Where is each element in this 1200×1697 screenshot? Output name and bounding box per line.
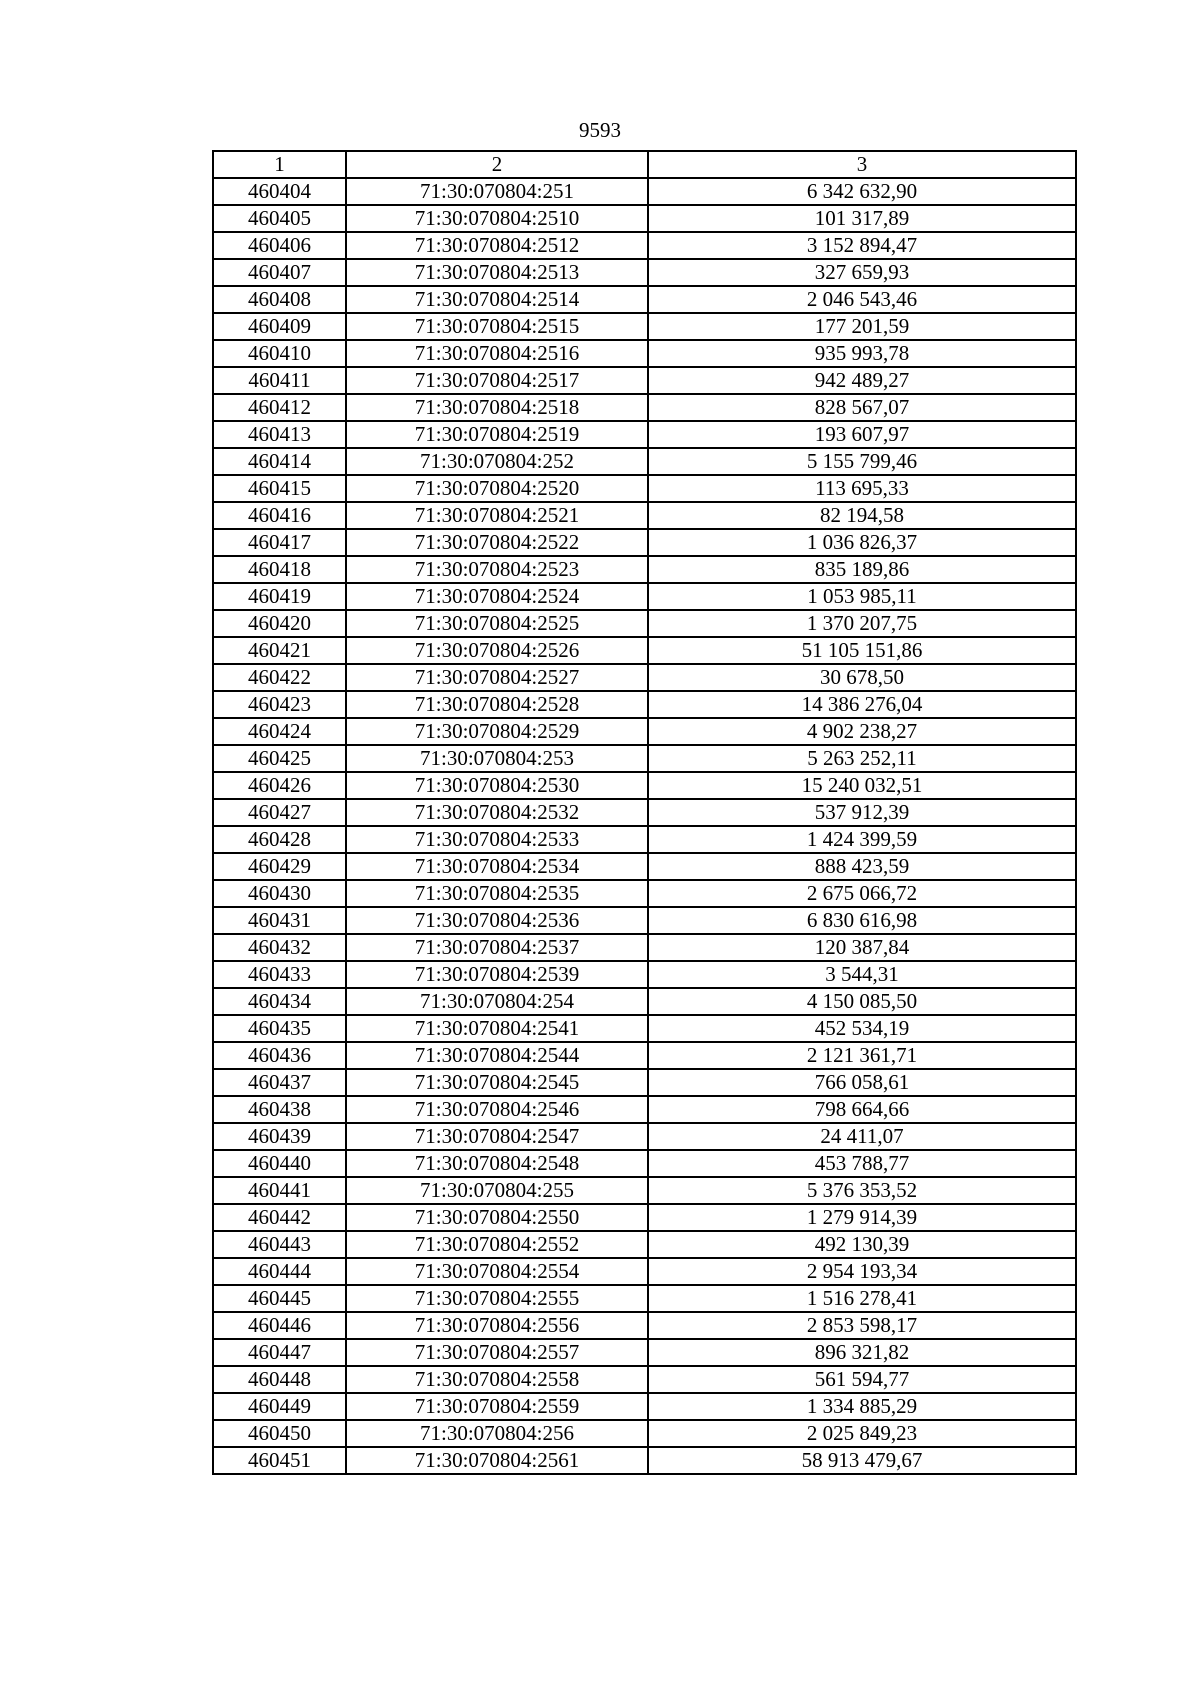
row-number-cell: 460451 [213, 1447, 346, 1474]
value-cell: 3 544,31 [648, 961, 1076, 988]
row-number-cell: 460428 [213, 826, 346, 853]
cadastral-number-cell: 71:30:070804:2547 [346, 1123, 648, 1150]
row-number-cell: 460413 [213, 421, 346, 448]
table-row [213, 799, 1076, 826]
row-number-cell: 460424 [213, 718, 346, 745]
value-cell: 58 913 479,67 [648, 1447, 1076, 1474]
table-body [213, 178, 1076, 1474]
cadastral-number-cell: 71:30:070804:2520 [346, 475, 648, 502]
header-cell-col-2: 2 [346, 151, 648, 178]
row-number-cell: 460414 [213, 448, 346, 475]
cadastral-number-cell: 71:30:070804:2539 [346, 961, 648, 988]
cadastral-number-cell: 71:30:070804:253 [346, 745, 648, 772]
table-header [213, 151, 1076, 178]
value-cell: 2 121 361,71 [648, 1042, 1076, 1069]
row-number-cell: 460405 [213, 205, 346, 232]
value-cell: 537 912,39 [648, 799, 1076, 826]
value-cell: 935 993,78 [648, 340, 1076, 367]
value-cell: 2 853 598,17 [648, 1312, 1076, 1339]
table-row [213, 1312, 1076, 1339]
table-row [213, 988, 1076, 1015]
row-number-cell: 460436 [213, 1042, 346, 1069]
cadastral-number-cell: 71:30:070804:2535 [346, 880, 648, 907]
cadastral-number-cell: 71:30:070804:252 [346, 448, 648, 475]
value-cell: 2 675 066,72 [648, 880, 1076, 907]
value-cell: 453 788,77 [648, 1150, 1076, 1177]
cadastral-number-cell: 71:30:070804:255 [346, 1177, 648, 1204]
cadastral-number-cell: 71:30:070804:2550 [346, 1204, 648, 1231]
row-number-cell: 460407 [213, 259, 346, 286]
cadastral-number-cell: 71:30:070804:2527 [346, 664, 648, 691]
table-row [213, 1258, 1076, 1285]
cadastral-number-cell: 71:30:070804:2552 [346, 1231, 648, 1258]
cadastral-number-cell: 71:30:070804:2517 [346, 367, 648, 394]
cadastral-number-cell: 71:30:070804:2532 [346, 799, 648, 826]
cadastral-number-cell: 71:30:070804:2534 [346, 853, 648, 880]
value-cell: 942 489,27 [648, 367, 1076, 394]
row-number-cell: 460429 [213, 853, 346, 880]
cadastral-number-cell: 71:30:070804:2525 [346, 610, 648, 637]
row-number-cell: 460445 [213, 1285, 346, 1312]
header-row [213, 151, 1076, 178]
value-cell: 1 370 207,75 [648, 610, 1076, 637]
row-number-cell: 460433 [213, 961, 346, 988]
cadastral-number-cell: 71:30:070804:2544 [346, 1042, 648, 1069]
table-row [213, 259, 1076, 286]
row-number-cell: 460434 [213, 988, 346, 1015]
table-row [213, 556, 1076, 583]
value-cell: 14 386 276,04 [648, 691, 1076, 718]
value-cell: 452 534,19 [648, 1015, 1076, 1042]
table-row [213, 1204, 1076, 1231]
table-row [213, 232, 1076, 259]
value-cell: 492 130,39 [648, 1231, 1076, 1258]
cadastral-number-cell: 71:30:070804:2510 [346, 205, 648, 232]
cadastral-number-cell: 71:30:070804:2541 [346, 1015, 648, 1042]
row-number-cell: 460421 [213, 637, 346, 664]
row-number-cell: 460420 [213, 610, 346, 637]
value-cell: 1 279 914,39 [648, 1204, 1076, 1231]
row-number-cell: 460435 [213, 1015, 346, 1042]
value-cell: 798 664,66 [648, 1096, 1076, 1123]
table-row [213, 1015, 1076, 1042]
header-cell-col-1: 1 [213, 151, 346, 178]
value-cell: 2 046 543,46 [648, 286, 1076, 313]
cadastral-number-cell: 71:30:070804:2512 [346, 232, 648, 259]
row-number-cell: 460437 [213, 1069, 346, 1096]
table-row [213, 1366, 1076, 1393]
value-cell: 1 053 985,11 [648, 583, 1076, 610]
row-number-cell: 460426 [213, 772, 346, 799]
value-cell: 101 317,89 [648, 205, 1076, 232]
table-row [213, 1339, 1076, 1366]
value-cell: 888 423,59 [648, 853, 1076, 880]
cadastral-number-cell: 71:30:070804:2524 [346, 583, 648, 610]
table-row [213, 853, 1076, 880]
header-cell-col-3: 3 [648, 151, 1076, 178]
row-number-cell: 460408 [213, 286, 346, 313]
cadastral-number-cell: 71:30:070804:2537 [346, 934, 648, 961]
row-number-cell: 460411 [213, 367, 346, 394]
table-row [213, 1069, 1076, 1096]
value-cell: 51 105 151,86 [648, 637, 1076, 664]
row-number-cell: 460430 [213, 880, 346, 907]
row-number-cell: 460406 [213, 232, 346, 259]
value-cell: 327 659,93 [648, 259, 1076, 286]
table-row [213, 529, 1076, 556]
row-number-cell: 460416 [213, 502, 346, 529]
table-row [213, 961, 1076, 988]
row-number-cell: 460425 [213, 745, 346, 772]
row-number-cell: 460446 [213, 1312, 346, 1339]
row-number-cell: 460439 [213, 1123, 346, 1150]
value-cell: 120 387,84 [648, 934, 1076, 961]
value-cell: 2 954 193,34 [648, 1258, 1076, 1285]
cadastral-number-cell: 71:30:070804:2558 [346, 1366, 648, 1393]
table-row [213, 313, 1076, 340]
value-cell: 561 594,77 [648, 1366, 1076, 1393]
cadastral-number-cell: 71:30:070804:2526 [346, 637, 648, 664]
table-row [213, 1042, 1076, 1069]
cadastral-number-cell: 71:30:070804:2523 [346, 556, 648, 583]
table-row [213, 340, 1076, 367]
table-row [213, 880, 1076, 907]
row-number-cell: 460410 [213, 340, 346, 367]
table-row [213, 421, 1076, 448]
row-number-cell: 460444 [213, 1258, 346, 1285]
value-cell: 5 376 353,52 [648, 1177, 1076, 1204]
value-cell: 6 830 616,98 [648, 907, 1076, 934]
table-row [213, 637, 1076, 664]
data-table [212, 150, 1077, 1475]
table-row [213, 1231, 1076, 1258]
value-cell: 835 189,86 [648, 556, 1076, 583]
cadastral-number-cell: 71:30:070804:2557 [346, 1339, 648, 1366]
cadastral-number-cell: 71:30:070804:2536 [346, 907, 648, 934]
table-row [213, 1150, 1076, 1177]
row-number-cell: 460423 [213, 691, 346, 718]
value-cell: 82 194,58 [648, 502, 1076, 529]
row-number-cell: 460448 [213, 1366, 346, 1393]
row-number-cell: 460447 [213, 1339, 346, 1366]
cadastral-number-cell: 71:30:070804:2554 [346, 1258, 648, 1285]
table-row [213, 691, 1076, 718]
row-number-cell: 460409 [213, 313, 346, 340]
cadastral-number-cell: 71:30:070804:256 [346, 1420, 648, 1447]
row-number-cell: 460427 [213, 799, 346, 826]
table-row [213, 934, 1076, 961]
value-cell: 3 152 894,47 [648, 232, 1076, 259]
table-row [213, 745, 1076, 772]
cadastral-number-cell: 71:30:070804:2522 [346, 529, 648, 556]
table-row [213, 907, 1076, 934]
cadastral-number-cell: 71:30:070804:2513 [346, 259, 648, 286]
value-cell: 15 240 032,51 [648, 772, 1076, 799]
value-cell: 193 607,97 [648, 421, 1076, 448]
table-row [213, 205, 1076, 232]
row-number-cell: 460450 [213, 1420, 346, 1447]
row-number-cell: 460438 [213, 1096, 346, 1123]
value-cell: 5 263 252,11 [648, 745, 1076, 772]
table-row [213, 610, 1076, 637]
table-row [213, 448, 1076, 475]
cadastral-number-cell: 71:30:070804:2515 [346, 313, 648, 340]
row-number-cell: 460417 [213, 529, 346, 556]
cadastral-number-cell: 71:30:070804:254 [346, 988, 648, 1015]
cadastral-number-cell: 71:30:070804:2548 [346, 1150, 648, 1177]
row-number-cell: 460419 [213, 583, 346, 610]
table-row [213, 394, 1076, 421]
table-row [213, 1096, 1076, 1123]
row-number-cell: 460432 [213, 934, 346, 961]
value-cell: 30 678,50 [648, 664, 1076, 691]
table-row [213, 1447, 1076, 1474]
table-row [213, 583, 1076, 610]
row-number-cell: 460418 [213, 556, 346, 583]
table-row [213, 826, 1076, 853]
table-row [213, 664, 1076, 691]
value-cell: 766 058,61 [648, 1069, 1076, 1096]
value-cell: 1 516 278,41 [648, 1285, 1076, 1312]
table-row [213, 502, 1076, 529]
row-number-cell: 460404 [213, 178, 346, 205]
table-row [213, 718, 1076, 745]
table-row [213, 367, 1076, 394]
row-number-cell: 460412 [213, 394, 346, 421]
row-number-cell: 460440 [213, 1150, 346, 1177]
value-cell: 1 036 826,37 [648, 529, 1076, 556]
cadastral-number-cell: 71:30:070804:2533 [346, 826, 648, 853]
cadastral-number-cell: 71:30:070804:2518 [346, 394, 648, 421]
value-cell: 113 695,33 [648, 475, 1076, 502]
table-row [213, 286, 1076, 313]
value-cell: 896 321,82 [648, 1339, 1076, 1366]
cadastral-number-cell: 71:30:070804:2519 [346, 421, 648, 448]
value-cell: 5 155 799,46 [648, 448, 1076, 475]
value-cell: 24 411,07 [648, 1123, 1076, 1150]
cadastral-number-cell: 71:30:070804:2561 [346, 1447, 648, 1474]
cadastral-number-cell: 71:30:070804:2516 [346, 340, 648, 367]
table-row [213, 1420, 1076, 1447]
row-number-cell: 460415 [213, 475, 346, 502]
value-cell: 1 334 885,29 [648, 1393, 1076, 1420]
row-number-cell: 460422 [213, 664, 346, 691]
table-row [213, 1123, 1076, 1150]
cadastral-number-cell: 71:30:070804:2546 [346, 1096, 648, 1123]
row-number-cell: 460443 [213, 1231, 346, 1258]
cadastral-number-cell: 71:30:070804:2555 [346, 1285, 648, 1312]
cadastral-number-cell: 71:30:070804:2559 [346, 1393, 648, 1420]
row-number-cell: 460441 [213, 1177, 346, 1204]
table-row [213, 1285, 1076, 1312]
row-number-cell: 460442 [213, 1204, 346, 1231]
value-cell: 4 902 238,27 [648, 718, 1076, 745]
table-row [213, 178, 1076, 205]
value-cell: 2 025 849,23 [648, 1420, 1076, 1447]
page-number: 9593 [579, 118, 621, 142]
cadastral-number-cell: 71:30:070804:2521 [346, 502, 648, 529]
value-cell: 177 201,59 [648, 313, 1076, 340]
cadastral-number-cell: 71:30:070804:2528 [346, 691, 648, 718]
cadastral-number-cell: 71:30:070804:2514 [346, 286, 648, 313]
cadastral-number-cell: 71:30:070804:2545 [346, 1069, 648, 1096]
value-cell: 828 567,07 [648, 394, 1076, 421]
value-cell: 1 424 399,59 [648, 826, 1076, 853]
table-row [213, 1393, 1076, 1420]
row-number-cell: 460431 [213, 907, 346, 934]
value-cell: 4 150 085,50 [648, 988, 1076, 1015]
cadastral-number-cell: 71:30:070804:2556 [346, 1312, 648, 1339]
value-cell: 6 342 632,90 [648, 178, 1076, 205]
row-number-cell: 460449 [213, 1393, 346, 1420]
cadastral-number-cell: 71:30:070804:2530 [346, 772, 648, 799]
cadastral-number-cell: 71:30:070804:251 [346, 178, 648, 205]
table-row [213, 772, 1076, 799]
cadastral-number-cell: 71:30:070804:2529 [346, 718, 648, 745]
table-row [213, 1177, 1076, 1204]
table-row [213, 475, 1076, 502]
